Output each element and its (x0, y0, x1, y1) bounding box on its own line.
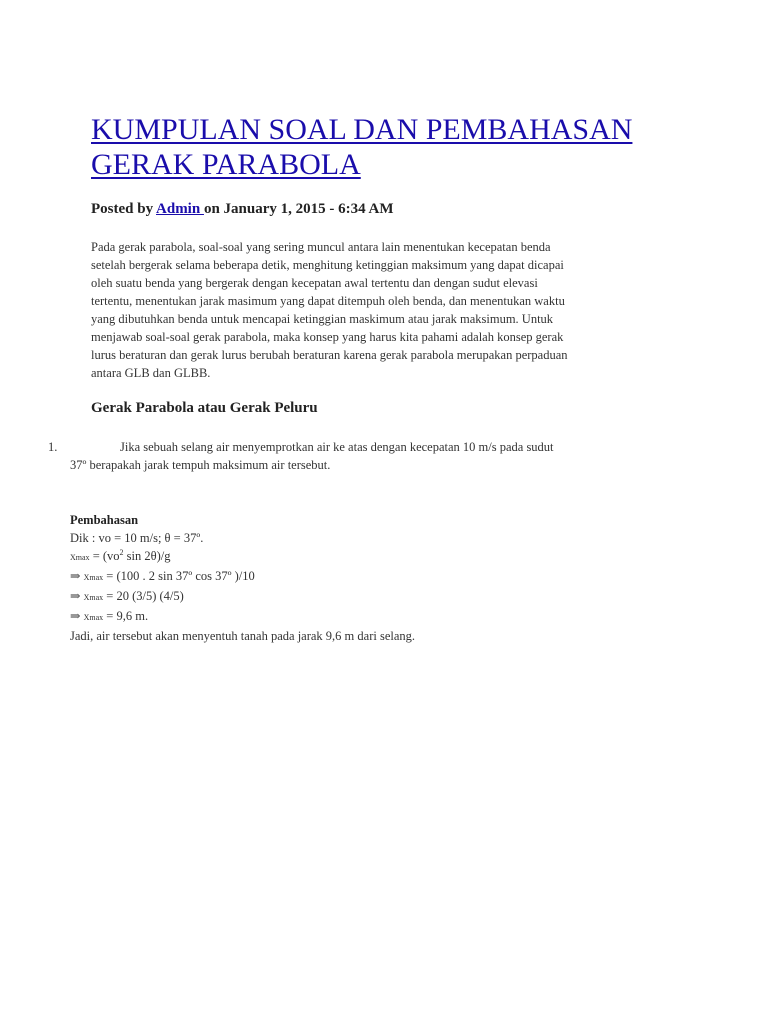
step-text: = 20 (3/5) (4/5) (103, 589, 184, 603)
intro-line: oleh suatu benda yang bergerak dengan kecepatan awal tertentu dan dengan sudut elevasi (91, 276, 538, 290)
section-heading: Gerak Parabola atau Gerak Peluru (91, 400, 318, 416)
formula-part: = (vo (89, 549, 120, 563)
intro-line: tertentu, menentukan jarak masimum yang dapat ditempuh oleh benda, dan menentukan waktu (91, 294, 565, 308)
question-text (70, 438, 690, 474)
superscript: 2 (119, 547, 124, 557)
intro-paragraph (91, 238, 689, 382)
post-date: on January 1, 2015 - 6:34 AM (203, 201, 394, 217)
answer-heading: Pembahasan (70, 513, 139, 527)
answer-formula (70, 547, 670, 567)
step-text: = (100 . 2 sin 37º cos 37º )/10 (103, 569, 255, 583)
author-link[interactable]: Admin (156, 201, 204, 217)
question-line: 37º berapakah jarak tempuh maksimum air tersebut. (70, 458, 331, 472)
arrow-icon: ⇒ (70, 589, 84, 603)
xmax-symbol: Xmax (70, 553, 90, 562)
answer-block (70, 511, 670, 645)
question-line: Jika sebuah selang air menyemprotkan air ke atas dengan kecepatan 10 m/s pada sudut (120, 440, 554, 454)
answer-step (70, 607, 670, 627)
byline-prefix: Posted by (91, 201, 157, 217)
xmax-symbol: Xmax (83, 593, 104, 602)
arrow-icon: ⇒ (70, 609, 84, 623)
answer-step (70, 587, 670, 607)
question-number: 1. (48, 440, 58, 454)
article-title-link[interactable]: KUMPULAN SOAL DAN PEMBAHASAN GERAK PARABOLA (91, 113, 633, 181)
answer-given: Dik : vo = 10 m/s; θ = 37º. (70, 531, 204, 545)
arrow-icon: ⇒ (70, 569, 84, 583)
intro-line: menjawab soal-soal gerak parabola, maka konsep yang harus kita pahami adalah konsep gerak (91, 330, 564, 344)
step-text: = 9,6 m. (103, 609, 149, 623)
intro-line: antara GLB dan GLBB. (91, 366, 211, 380)
intro-line: setelah bergerak selama beberapa detik, menghitung ketinggian maksimum yang dapat dicapai (91, 258, 564, 272)
intro-line: Pada gerak parabola, soal-soal yang sering muncul antara lain menentukan kecepatan benda (91, 240, 551, 254)
intro-line: lurus beraturan dan gerak lurus berubah beraturan karena gerak parabola merupakan perpaduan (91, 348, 568, 362)
xmax-symbol: Xmax (83, 573, 104, 582)
xmax-symbol: Xmax (83, 613, 104, 622)
answer-conclusion: Jadi, air tersebut akan menyentuh tanah pada jarak 9,6 m dari selang. (70, 629, 416, 643)
post-byline (91, 201, 394, 218)
intro-line: yang dibutuhkan benda untuk mencapai ketinggian maskimum atau jarak maksimum. Untuk (91, 312, 554, 326)
answer-step (70, 567, 670, 587)
formula-part: sin 2θ)/g (123, 549, 171, 563)
article-title (91, 112, 691, 182)
